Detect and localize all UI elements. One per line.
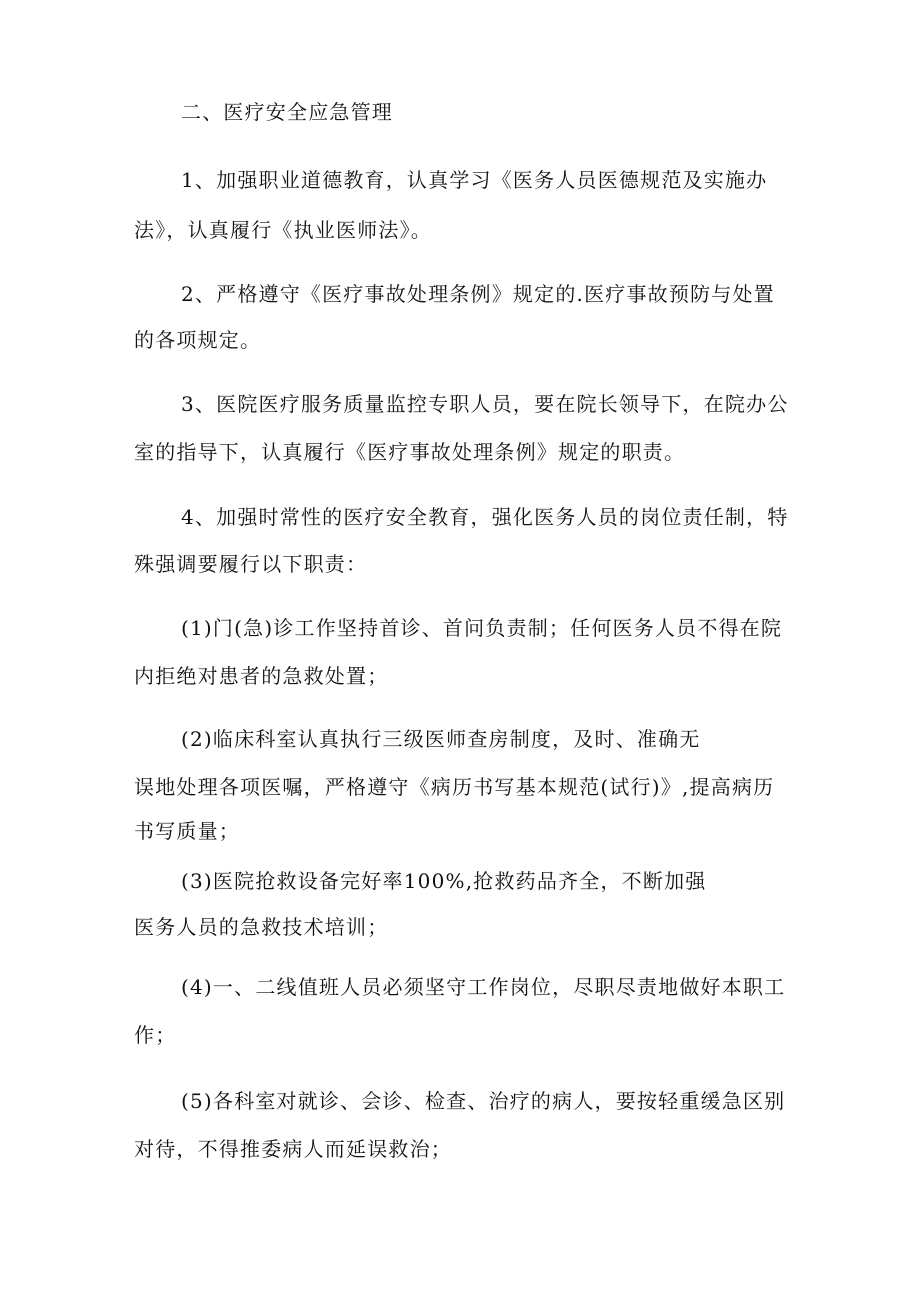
paragraph-3-line-2: 室的指导下，认真履行《医疗事故处理条例》规定的职责。 bbox=[134, 440, 686, 464]
sub-item-2-line-3: 书写质量； bbox=[134, 819, 240, 843]
section-heading: 二、医疗安全应急管理 bbox=[181, 100, 393, 124]
paragraph-4-line-1: 4、加强时常性的医疗安全教育，强化医务人员的岗位责任制，特 bbox=[181, 505, 789, 529]
sub-item-4-line-2: 作； bbox=[134, 1023, 177, 1047]
paragraph-1-line-1: 1、加强职业道德教育，认真学习《医务人员医德规范及实施办 bbox=[181, 168, 768, 192]
sub-item-5-line-2: 对待，不得推委病人而延误救治； bbox=[134, 1137, 452, 1161]
sub-item-4-line-1: (4)一、二线值班人员必须坚守工作岗位，尽职尽责地做好本职工 bbox=[181, 975, 786, 999]
sub-item-3-line-2: 医务人员的急救技术培训； bbox=[134, 915, 389, 939]
paragraph-1-line-2: 法》，认真履行《执业医师法》。 bbox=[134, 218, 432, 242]
sub-item-2-line-1: (2)临床科室认真执行三级医师查房制度，及时、准确无 bbox=[181, 727, 701, 751]
paragraph-3-line-1: 3、医院医疗服务质量监控专职人员，要在院长领导下，在院办公 bbox=[181, 392, 789, 416]
paragraph-2-line-1: 2、严格遵守《医疗事故处理条例》规定的.医疗事故预防与处置 bbox=[181, 282, 775, 306]
sub-item-1-line-1: (1)门(急)诊工作坚持首诊、首问负责制；任何医务人员不得在院 bbox=[181, 616, 783, 640]
paragraph-2-line-2: 的各项规定。 bbox=[134, 328, 262, 352]
paragraph-4-line-2: 殊强调要履行以下职责： bbox=[134, 552, 368, 576]
sub-item-3-line-1: (3)医院抢救设备完好率100%,抢救药品齐全，不断加强 bbox=[181, 869, 707, 893]
sub-item-1-line-2: 内拒绝对患者的急救处置； bbox=[134, 664, 389, 688]
sub-item-5-line-1: (5)各科室对就诊、会诊、检查、治疗的病人，要按轻重缓急区别 bbox=[181, 1089, 786, 1113]
sub-item-2-line-2: 误地处理各项医嘱，严格遵守《病历书写基本规范(试行)》,提高病历 bbox=[134, 775, 775, 799]
